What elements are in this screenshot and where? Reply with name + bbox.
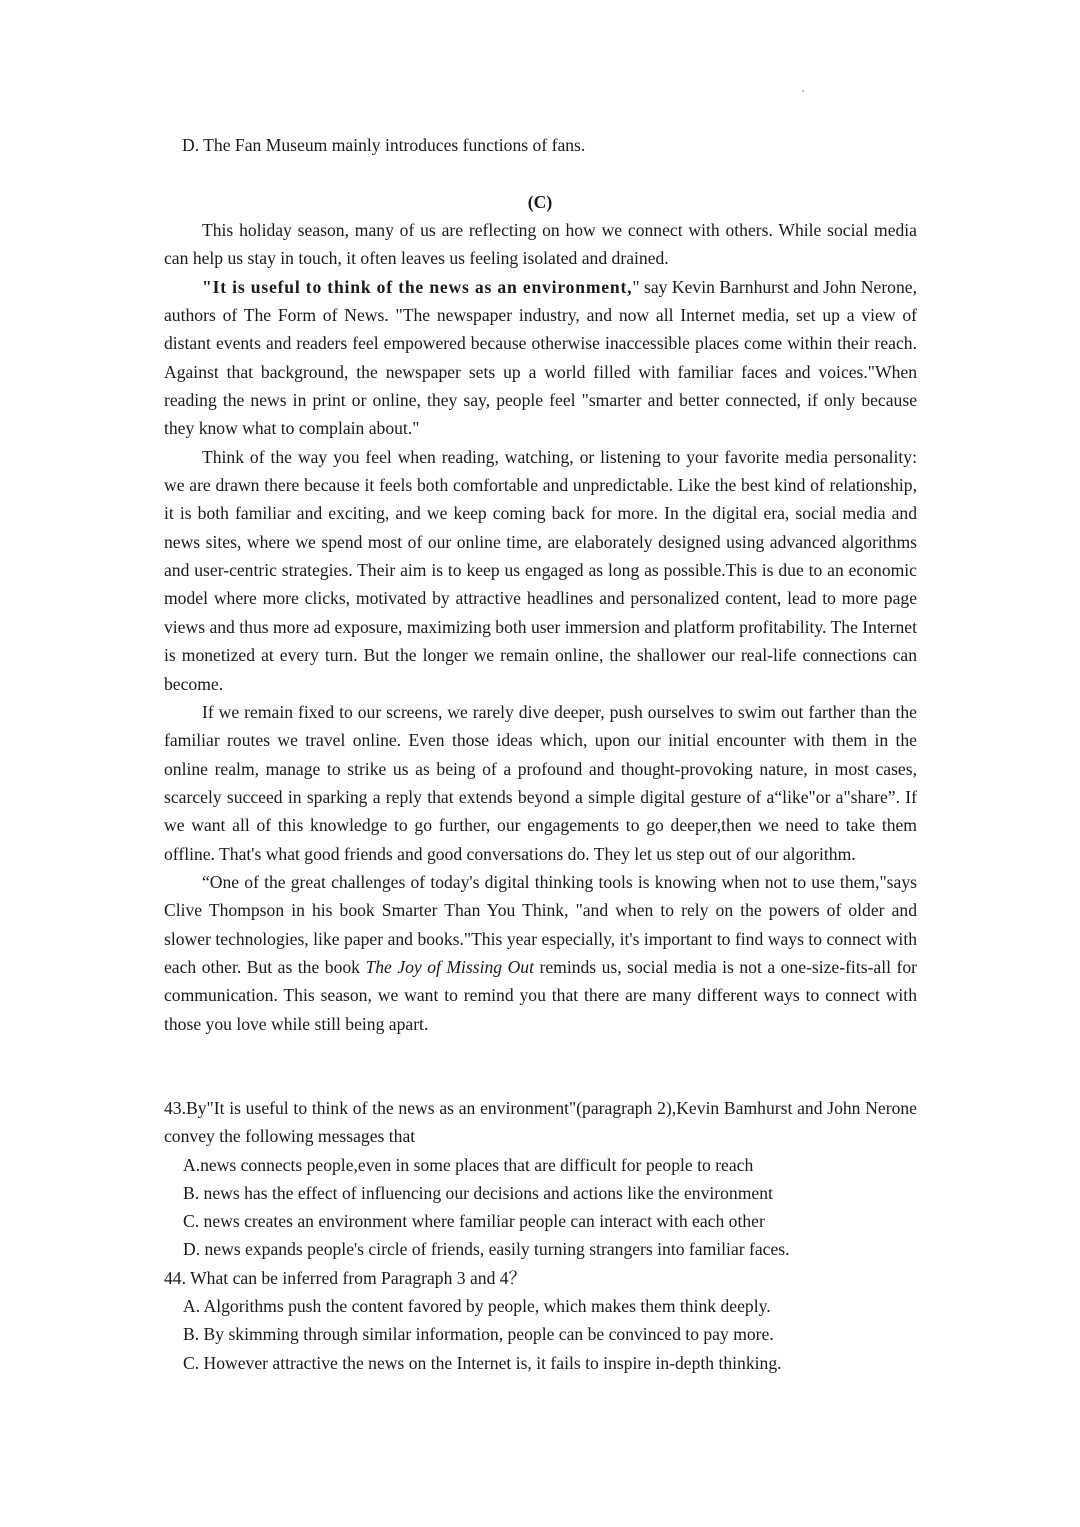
option-list [164,1151,917,1264]
option-d: D. news expands people's circle of friends, easily turning strangers into familiar faces. [183,1239,790,1260]
scan-speck [802,90,804,92]
paragraph-4: If we remain fixed to our screens, we rarely dive deeper, push ourselves to swim out farther than the familiar routes we travel online. Even those ideas which, upon our initial encounter with them in the online realm, manage to strike us as being of a profound and thought-provoking nature, in most cases, scarcely succeed in sparking a reply that extends beyond a simple digital gesture of a“like"or a"share”. If we want all of this knowledge to go further, our engagements to go deeper,then we need to take them offline. That's what good friends and good conversations do. They let us step out of our algorithm. [164,701,917,864]
question-list [164,1094,917,1377]
paragraph-5 [164,868,917,1038]
question-stem: 44. What can be inferred from Paragraph 3 and 4？ [164,1267,527,1288]
option-b: B. By skimming through similar information, people can be convinced to pay more. [183,1324,774,1345]
option-list [164,1292,917,1377]
book-title: The Joy of Missing Out [365,956,534,977]
paragraph-2-text: " say Kevin Barnhurst and John Nerone, authors of The Form of News. "The newspaper industry, and now all Internet media, set up a view of distant events and readers feel empowered because otherwise inaccessible places come within their reach. Against that background, the newspaper sets up a world filled with familiar faces and voices."When reading the news in print or online, they say, people feel "smarter and better connected, if only because they know what to complain about." [164,276,917,439]
paragraph-2 [164,273,917,443]
previous-question-option-d: D. The Fan Museum mainly introduces functions of fans. [182,135,586,155]
question-stem: 43.By"It is useful to think of the news as an environment"(paragraph 2),Kevin Bamhurst and John Nerone convey the following messages that [164,1098,917,1147]
option-c: C. However attractive the news on the Internet is, it fails to inspire in-depth thinking. [183,1352,782,1373]
option-c: C. news creates an environment where familiar people can interact with each other [183,1211,765,1232]
option-a: A.news connects people,even in some places that are difficult for people to reach [183,1154,754,1175]
paragraph-5-text-b: reminds us, social media is not a one-size-fits-all for communication. This season, we want to remind you that there are many different ways to connect with those you love while still being apart. [164,956,917,1034]
question-44 [164,1264,917,1377]
option-a: A. Algorithms push the content favored by people, which makes them think deeply. [183,1296,771,1317]
paragraph-5-text-a: “One of the great challenges of today's digital thinking tools is knowing when not to use them,"says Clive Thompson in his book Smarter Than You Think, "and when to rely on the powers of older and slower technologies, like paper and books."This year especially, it's important to find ways to connect with each other. But as the book [164,871,917,977]
reading-passage [164,216,917,1038]
paragraph-1: This holiday season, many of us are reflecting on how we connect with others. While social media can help us stay in touch, it often leaves us feeling isolated and drained. [164,220,917,269]
section-heading: (C) [527,192,553,212]
paragraph-2-quote: "It is useful to think of the news as an environment, [202,276,633,297]
option-b: B. news has the effect of influencing our decisions and actions like the environment [183,1182,773,1203]
paragraph-3: Think of the way you feel when reading, watching, or listening to your favorite media personality: we are drawn there because it feels both comfortable and unpredictable. Like the best kind of relationship, it is both familiar and exciting, and we keep coming back for more. In the digital era, social media and news sites, where we spend most of our online time, are elaborately designed using advanced algorithms and user-centric strategies. Their aim is to keep us engaged as long as possible.This is due to an economic model where more clicks, motivated by attractive headlines and personalized content, lead to more page views and thus more ad exposure, maximizing both user immersion and platform profitability. The Internet is monetized at every turn. But the longer we remain online, the shallower our real-life connections can become. [164,446,917,694]
question-43 [164,1094,917,1264]
